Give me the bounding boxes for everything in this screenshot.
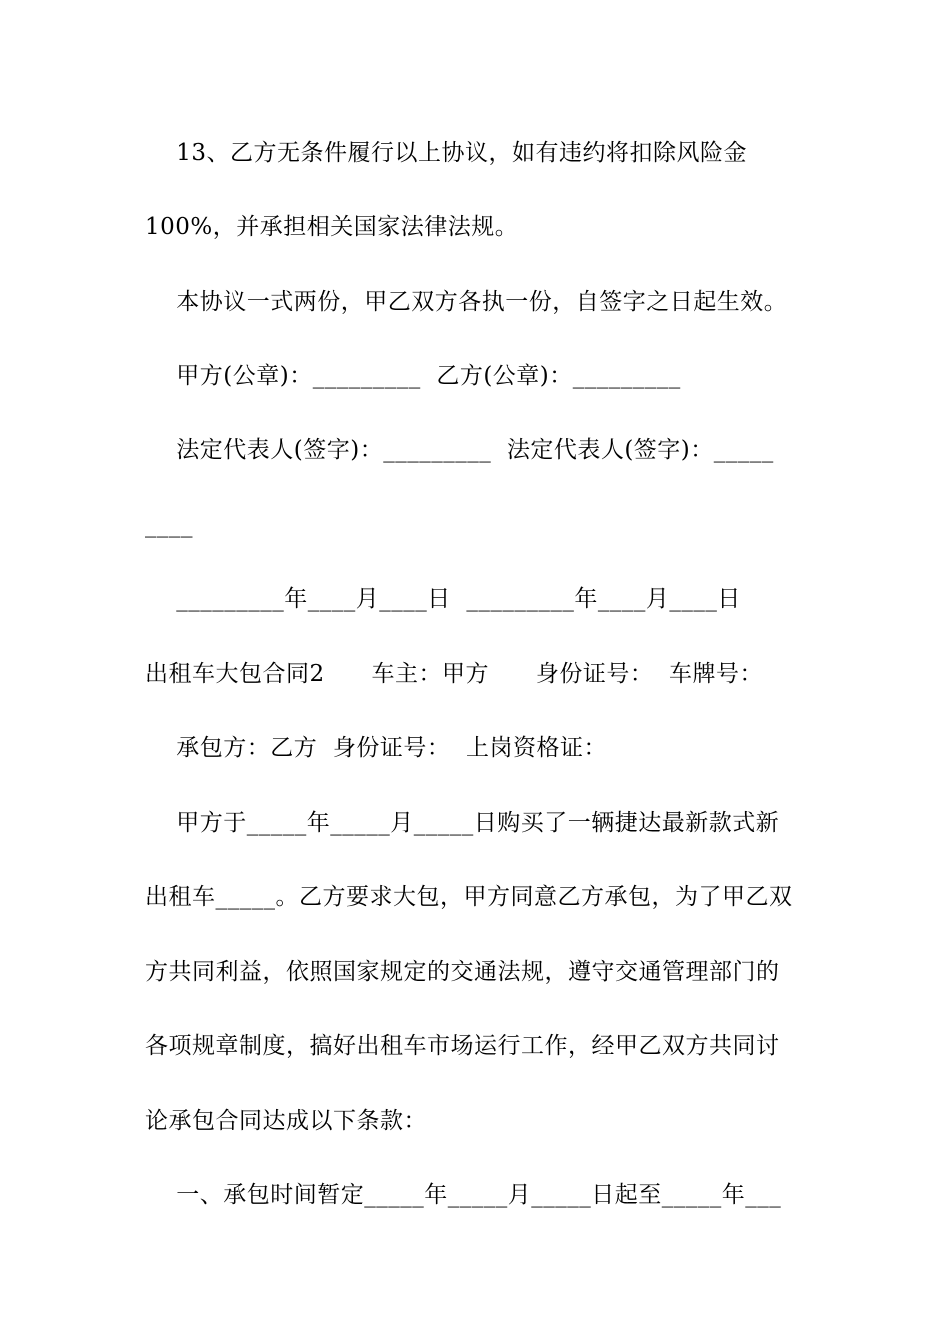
text-line: 论承包合同达成以下条款：: [145, 1108, 427, 1134]
text-line: ____: [145, 512, 193, 538]
text-line: 一、承包时间暂定_____年_____月_____日起至_____年___: [145, 1182, 782, 1208]
contract-heading: 出租车大包合同2 车主：甲方 身份证号： 车牌号：: [145, 661, 763, 687]
text-line: 甲方于_____年_____月_____日购买了一辆捷达最新款式新: [145, 810, 780, 836]
date-line: _________年____月____日 _________年____月____日: [145, 586, 741, 612]
text-line: 出租车_____。乙方要求大包，甲方同意乙方承包，为了甲乙双: [145, 884, 793, 910]
text-line: 本协议一式两份，甲乙双方各执一份，自签字之日起生效。: [145, 289, 788, 315]
text-line: 承包方：乙方 身份证号： 上岗资格证：: [145, 735, 607, 761]
text-line: 13、乙方无条件履行以上协议，如有违约将扣除风险金: [145, 140, 748, 166]
signature-line-representative: 法定代表人(签字)：_________ 法定代表人(签字)：_____: [145, 437, 774, 463]
signature-line-seal: 甲方(公章)：_________ 乙方(公章)：_________: [145, 363, 681, 389]
text-line: 100%，并承担相关国家法律法规。: [145, 214, 519, 240]
text-line: 方共同利益，依照国家规定的交通法规，遵守交通管理部门的: [145, 959, 780, 985]
text-line: 各项规章制度，搞好出租车市场运行工作，经甲乙双方共同讨: [145, 1033, 780, 1059]
